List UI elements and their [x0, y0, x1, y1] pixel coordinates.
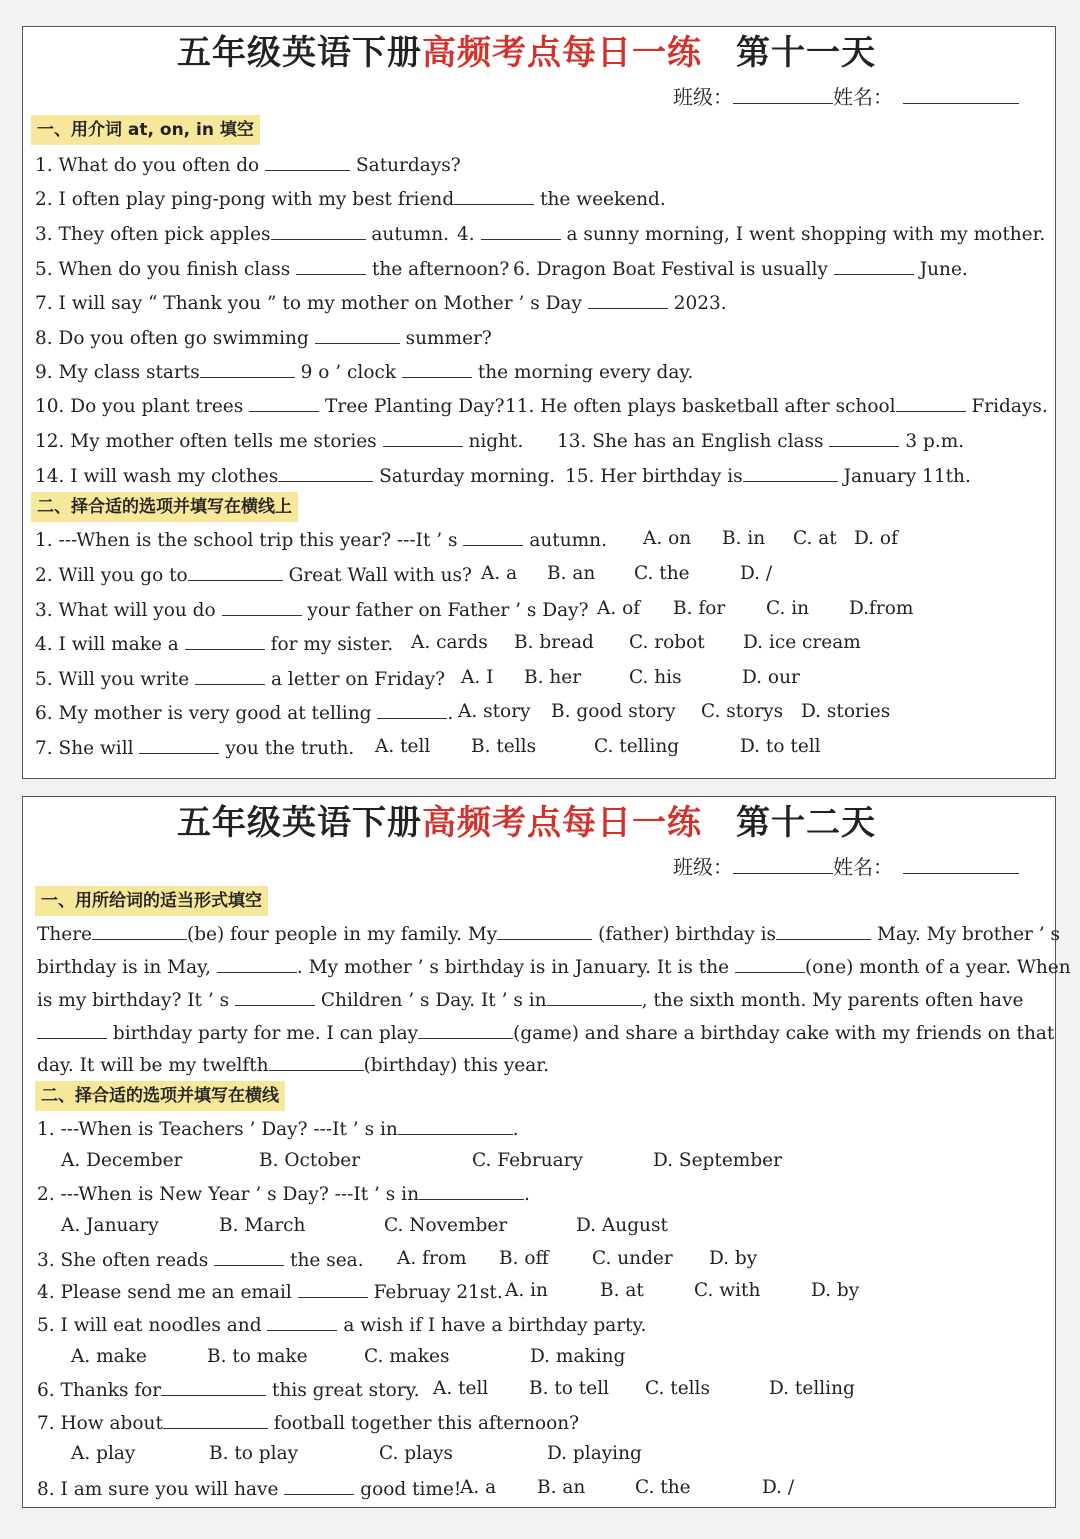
- worksheet-day-11: [22, 26, 1056, 779]
- question-line: 7. She will you the truth.: [35, 735, 354, 761]
- answer-blank[interactable]: [776, 921, 871, 940]
- title-grade: 五年级英语下册: [177, 33, 422, 73]
- option-A[interactable]: A. a: [481, 563, 518, 584]
- answer-blank[interactable]: [547, 987, 642, 1006]
- answer-blank[interactable]: [267, 1312, 337, 1331]
- answer-blank[interactable]: [92, 921, 187, 940]
- option-B[interactable]: B. October: [259, 1150, 361, 1171]
- answer-blank[interactable]: [454, 186, 534, 205]
- passage-line: is my birthday? It ’ s Children ’ s Day. It ’ s in , the sixth month. My parents often have: [37, 987, 1023, 1013]
- answer-blank[interactable]: [743, 463, 838, 482]
- passage-line: day. It will be my twelfth (birthday) this year.: [37, 1052, 549, 1078]
- option-A[interactable]: A. a: [460, 1477, 497, 1498]
- passage-line: There (be) four people in my family. My (father) birthday is May. My brother ’ s: [37, 921, 1060, 947]
- class-blank[interactable]: [733, 855, 833, 874]
- option-A[interactable]: A. January: [61, 1215, 159, 1236]
- answer-blank[interactable]: [402, 359, 472, 378]
- question-line: 8. Do you often go swimming summer?: [35, 325, 492, 351]
- option-D[interactable]: D. ice cream: [743, 632, 861, 653]
- question-line: 11. He often plays basketball after school Fridays.: [505, 393, 1048, 419]
- option-B[interactable]: B. her: [524, 667, 582, 688]
- answer-blank[interactable]: [419, 1181, 524, 1200]
- answer-blank[interactable]: [315, 325, 400, 344]
- answer-blank[interactable]: [265, 152, 350, 171]
- option-C[interactable]: C. storys: [701, 701, 784, 722]
- question-line: 2. I often play ping-pong with my best friend the weekend.: [35, 186, 666, 212]
- answer-blank[interactable]: [163, 1410, 268, 1429]
- option-D[interactable]: D. to tell: [740, 736, 821, 757]
- class-name-row: [673, 85, 1019, 109]
- option-B[interactable]: B. to make: [207, 1346, 308, 1367]
- question-line: 13. She has an English class 3 p.m.: [557, 428, 964, 454]
- option-C[interactable]: C. robot: [629, 632, 705, 653]
- option-C[interactable]: C. the: [635, 1477, 691, 1498]
- name-label: 姓名：: [833, 85, 893, 109]
- question-line: 1. What do you often do Saturdays?: [35, 152, 461, 178]
- option-D[interactable]: D. our: [742, 667, 800, 688]
- option-C[interactable]: C. tells: [645, 1378, 710, 1399]
- option-D[interactable]: D. by: [709, 1248, 758, 1269]
- option-C[interactable]: C. the: [634, 563, 690, 584]
- question-line: 3. They often pick apples autumn.: [35, 221, 449, 247]
- question-line: 4. I will make a for my sister.: [35, 631, 393, 657]
- answer-blank[interactable]: [278, 463, 373, 482]
- question-line: 4. a sunny morning, I went shopping with my mother.: [457, 221, 1045, 247]
- question-line: 3. She often reads the sea.: [37, 1247, 364, 1273]
- answer-blank[interactable]: [834, 256, 914, 275]
- answer-blank[interactable]: [284, 1476, 354, 1495]
- answer-blank[interactable]: [829, 428, 899, 447]
- question-line: 5. When do you finish class the afternoon?: [35, 256, 509, 282]
- answer-blank[interactable]: [296, 256, 366, 275]
- option-D[interactable]: D. September: [653, 1150, 782, 1171]
- answer-blank[interactable]: [249, 393, 319, 412]
- page-title: [177, 803, 876, 843]
- answer-blank[interactable]: [418, 1020, 513, 1039]
- answer-blank[interactable]: [269, 1052, 364, 1071]
- option-B[interactable]: B. off: [499, 1248, 549, 1269]
- question-line: 5. Will you write a letter on Friday?: [35, 666, 445, 692]
- question-line: 1. ---When is the school trip this year? ---It ’ s autumn.: [35, 527, 607, 553]
- answer-blank[interactable]: [481, 221, 561, 240]
- page-title: [177, 33, 876, 73]
- option-C[interactable]: C. in: [766, 598, 810, 619]
- option-B[interactable]: B. at: [600, 1280, 644, 1301]
- title-day: 第十二天: [736, 803, 876, 843]
- option-C[interactable]: C. February: [472, 1150, 583, 1171]
- option-B[interactable]: B. an: [537, 1477, 586, 1498]
- option-D[interactable]: D. /: [762, 1477, 795, 1498]
- option-B[interactable]: B. an: [547, 563, 596, 584]
- answer-blank[interactable]: [185, 631, 265, 650]
- option-A[interactable]: A. cards: [411, 632, 488, 653]
- answer-blank[interactable]: [298, 1279, 368, 1298]
- option-B[interactable]: B. to play: [209, 1443, 299, 1464]
- answer-blank[interactable]: [200, 359, 295, 378]
- title-day: 第十一天: [736, 33, 876, 73]
- option-C[interactable]: C. makes: [364, 1346, 450, 1367]
- answer-blank[interactable]: [161, 1377, 266, 1396]
- option-C[interactable]: C. plays: [379, 1443, 453, 1464]
- option-C[interactable]: C. his: [629, 667, 682, 688]
- option-A[interactable]: A. December: [61, 1150, 183, 1171]
- option-C[interactable]: C. November: [384, 1215, 508, 1236]
- option-C[interactable]: C. telling: [594, 736, 680, 757]
- question-line: 6. Thanks for this great story.: [37, 1377, 419, 1403]
- option-A[interactable]: A. story: [458, 701, 531, 722]
- option-D[interactable]: D. August: [576, 1215, 668, 1236]
- question-line: 9. My class starts 9 o ’ clock the morning every day.: [35, 359, 693, 385]
- option-D[interactable]: D. of: [854, 528, 898, 549]
- option-C[interactable]: C. under: [592, 1248, 673, 1269]
- answer-blank[interactable]: [896, 393, 966, 412]
- option-A[interactable]: A. tell: [433, 1378, 489, 1399]
- name-label: 姓名：: [833, 855, 893, 879]
- question-line: 6. Dragon Boat Festival is usually June.: [513, 256, 968, 282]
- question-line: 14. I will wash my clothes Saturday morning.: [35, 463, 555, 489]
- option-B[interactable]: B. good story: [551, 701, 676, 722]
- option-A[interactable]: A. tell: [375, 736, 431, 757]
- answer-blank[interactable]: [139, 735, 219, 754]
- question-line: 6. My mother is very good at telling .: [35, 700, 453, 726]
- question-line: 7. How about football together this afternoon?: [37, 1410, 579, 1436]
- title-highlight: 高频考点每日一练: [422, 33, 702, 73]
- answer-blank[interactable]: [214, 1247, 284, 1266]
- passage-line: birthday party for me. I can play (game) and share a birthday cake with my friends on that: [37, 1020, 1054, 1046]
- question-line: 4. Please send me an email Februay 21st.: [37, 1279, 503, 1305]
- answer-blank[interactable]: [377, 700, 447, 719]
- option-C[interactable]: C. at: [793, 528, 837, 549]
- section-heading: 一、用所给词的适当形式填空: [35, 886, 268, 916]
- question-line: 7. I will say “ Thank you ” to my mother on Mother ’ s Day 2023.: [35, 290, 727, 316]
- question-line: 12. My mother often tells me stories night.: [35, 428, 523, 454]
- option-D[interactable]: D. playing: [547, 1443, 642, 1464]
- question-line: 3. What will you do your father on Father ’ s Day?: [35, 597, 588, 623]
- option-D[interactable]: D.from: [849, 598, 914, 619]
- section-heading: 一、用介词 at, on, in 填空: [31, 115, 260, 145]
- question-line: 10. Do you plant trees Tree Planting Day?: [35, 393, 505, 419]
- option-D[interactable]: D. telling: [769, 1378, 855, 1399]
- option-A[interactable]: A. make: [71, 1346, 147, 1367]
- question-line: 5. I will eat noodles and a wish if I have a birthday party.: [37, 1312, 646, 1338]
- answer-blank[interactable]: [398, 1116, 513, 1135]
- answer-blank[interactable]: [588, 290, 668, 309]
- class-name-row: [673, 855, 1019, 879]
- option-A[interactable]: A. from: [397, 1248, 467, 1269]
- option-A[interactable]: A. play: [71, 1443, 136, 1464]
- option-D[interactable]: D. by: [811, 1280, 860, 1301]
- answer-blank[interactable]: [235, 987, 315, 1006]
- question-line: 1. ---When is Teachers ’ Day? ---It ’ s in .: [37, 1116, 519, 1142]
- answer-blank[interactable]: [497, 921, 592, 940]
- answer-blank[interactable]: [217, 954, 297, 973]
- title-grade: 五年级英语下册: [177, 803, 422, 843]
- option-A[interactable]: A. I: [461, 667, 494, 688]
- option-A[interactable]: A. of: [597, 598, 641, 619]
- option-D[interactable]: D. /: [740, 563, 773, 584]
- answer-blank[interactable]: [383, 428, 463, 447]
- worksheet-day-12: [22, 796, 1071, 1508]
- name-blank[interactable]: [903, 85, 1019, 104]
- option-A[interactable]: A. on: [643, 528, 692, 549]
- answer-blank[interactable]: [37, 1020, 107, 1039]
- option-B[interactable]: B. in: [722, 528, 766, 549]
- option-B[interactable]: B. bread: [514, 632, 594, 653]
- class-label: 班级：: [673, 85, 733, 109]
- question-line: 2. ---When is New Year ’ s Day? ---It ’ s in .: [37, 1181, 530, 1207]
- passage-line: birthday is in May, . My mother ’ s birthday is in January. It is the (one) month of a year. When: [37, 954, 1071, 980]
- name-blank[interactable]: [903, 855, 1019, 874]
- class-blank[interactable]: [733, 85, 833, 104]
- option-D[interactable]: D. stories: [801, 701, 891, 722]
- option-D[interactable]: D. making: [530, 1346, 626, 1367]
- answer-blank[interactable]: [735, 954, 805, 973]
- option-B[interactable]: B. to tell: [529, 1378, 610, 1399]
- option-B[interactable]: B. for: [673, 598, 726, 619]
- question-line: 15. Her birthday is January 11th.: [565, 463, 971, 489]
- answer-blank[interactable]: [271, 221, 366, 240]
- answer-blank[interactable]: [195, 666, 265, 685]
- section-heading: 二、择合适的选项并填写在横线: [35, 1081, 285, 1111]
- question-line: 8. I am sure you will have good time!: [37, 1476, 461, 1502]
- option-C[interactable]: C. with: [694, 1280, 761, 1301]
- answer-blank[interactable]: [188, 562, 283, 581]
- class-label: 班级：: [673, 855, 733, 879]
- section-heading: 二、择合适的选项并填写在横线上: [31, 492, 298, 522]
- title-highlight: 高频考点每日一练: [422, 803, 702, 843]
- answer-blank[interactable]: [222, 597, 302, 616]
- option-B[interactable]: B. March: [219, 1215, 306, 1236]
- option-A[interactable]: A. in: [505, 1280, 548, 1301]
- answer-blank[interactable]: [463, 527, 523, 546]
- option-B[interactable]: B. tells: [471, 736, 537, 757]
- question-line: 2. Will you go to Great Wall with us?: [35, 562, 472, 588]
